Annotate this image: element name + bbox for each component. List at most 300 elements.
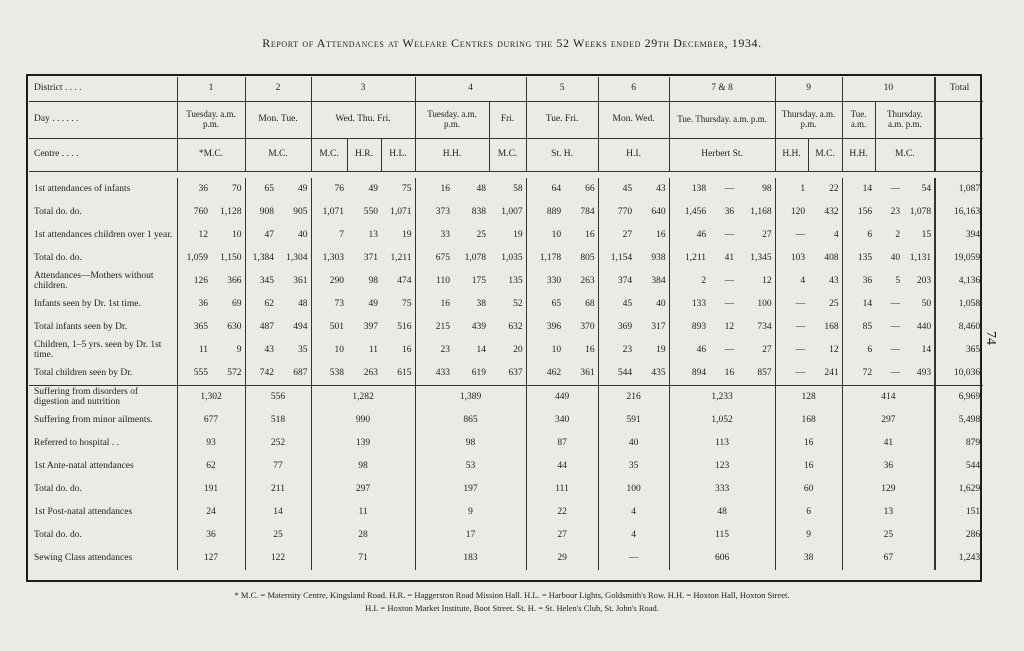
table-cell: 805: [580, 252, 595, 263]
table-cell: 11: [177, 339, 211, 362]
centre-row: [29, 139, 983, 172]
table-cell: 100: [757, 298, 772, 309]
table-cell: 6: [842, 339, 875, 362]
day-d4b: Fri.: [489, 102, 526, 139]
district-label: District . . . .: [29, 77, 177, 102]
table-cell: 16: [585, 229, 595, 240]
total-header: Total: [935, 77, 983, 102]
table-row: [29, 478, 983, 501]
table-cell: 1,168: [750, 206, 772, 217]
table-cell: 72: [842, 362, 875, 386]
table-cell: 49: [368, 183, 378, 194]
table-cell: 183: [415, 547, 526, 570]
table-cell: 252: [245, 432, 311, 455]
table-cell: 1,071: [311, 201, 347, 224]
table-row: [29, 178, 983, 201]
district-5: 5: [526, 77, 598, 102]
table-cell: —: [890, 183, 901, 194]
table-cell: 46: [669, 224, 709, 247]
table-cell: 361: [580, 367, 595, 378]
centre-c14: M.C.: [875, 139, 935, 172]
table-cell: 4: [833, 229, 839, 240]
table-row: [29, 432, 983, 455]
row-label: Referred to hospital . .: [34, 437, 119, 448]
table-cell: 16: [724, 367, 735, 378]
table-cell: —: [890, 298, 901, 309]
table-cell: 75: [402, 183, 412, 194]
table-cell: 990: [311, 409, 415, 432]
table-cell: 27: [526, 524, 598, 547]
table-cell: 12: [177, 224, 211, 247]
table-cell: 630: [227, 321, 242, 332]
table-cell: 4: [775, 270, 808, 293]
table-row: [29, 455, 983, 478]
table-row: [29, 247, 983, 270]
table-cell: 1,211: [390, 252, 412, 263]
table-cell: —: [775, 316, 808, 339]
table-cell: 14: [842, 293, 875, 316]
row-total: 10,036: [935, 362, 983, 386]
table-cell: 20: [513, 344, 523, 355]
table-cell: 25: [245, 524, 311, 547]
row-total: 8,460: [935, 316, 983, 339]
table-cell: 23: [415, 339, 453, 362]
table-cell: 100: [598, 478, 669, 501]
table-cell: 241: [824, 367, 839, 378]
table-cell: 69: [232, 298, 242, 309]
table-row: [29, 547, 983, 570]
infant-attendance-section: [29, 178, 983, 386]
day-d3: Wed. Thu. Fri.: [311, 102, 415, 139]
table-cell: 168: [775, 409, 842, 432]
row-label: Attendances—Mothers without children.: [34, 270, 154, 291]
table-cell: 67: [842, 547, 935, 570]
table-cell: 6: [775, 501, 842, 524]
row-label: Total do. do.: [34, 252, 82, 263]
table-cell: 16: [402, 344, 412, 355]
table-cell: 677: [177, 409, 245, 432]
table-cell: 369: [598, 316, 635, 339]
table-cell: 64: [526, 178, 564, 201]
table-cell: 216: [598, 386, 669, 410]
day-d10a: Tue. a.m.: [842, 102, 875, 139]
row-total: 1,058: [935, 293, 983, 316]
table-cell: 9: [415, 501, 526, 524]
table-cell: 1,345: [750, 252, 772, 263]
table-cell: 27: [762, 229, 772, 240]
table-cell: 1,303: [311, 247, 347, 270]
table-cell: —: [775, 339, 808, 362]
table-cell: 87: [526, 432, 598, 455]
table-cell: 493: [916, 367, 932, 378]
table-cell: 35: [598, 455, 669, 478]
table-cell: —: [775, 293, 808, 316]
table-cell: 111: [526, 478, 598, 501]
table-cell: 76: [311, 178, 347, 201]
day-d4a: Tuesday. a.m. p.m.: [415, 102, 489, 139]
table-cell: 784: [580, 206, 595, 217]
row-total: 5,498: [935, 409, 983, 432]
table-cell: 98: [311, 455, 415, 478]
table-cell: 47: [245, 224, 277, 247]
table-cell: 71: [311, 547, 415, 570]
centre-c5: H.L.: [381, 139, 415, 172]
table-row: [29, 270, 983, 293]
table-cell: 263: [363, 367, 378, 378]
row-total: 879: [935, 432, 983, 455]
table-cell: 22: [829, 183, 839, 194]
table-cell: 27: [598, 224, 635, 247]
district-1: 1: [177, 77, 245, 102]
table-cell: 12: [829, 344, 839, 355]
row-label: Infants seen by Dr. 1st time.: [34, 298, 141, 309]
table-cell: 168: [824, 321, 839, 332]
table-cell: 16: [415, 293, 453, 316]
table-cell: 43: [829, 275, 839, 286]
table-cell: 1,078: [464, 252, 487, 263]
table-cell: 550: [363, 206, 378, 217]
table-cell: 640: [651, 206, 666, 217]
table-cell: —: [890, 321, 901, 332]
table-cell: 40: [598, 432, 669, 455]
table-cell: —: [724, 344, 735, 355]
row-total: 151: [935, 501, 983, 524]
table-cell: 439: [471, 321, 487, 332]
district-3: 3: [311, 77, 415, 102]
table-cell: 203: [916, 275, 932, 286]
table-cell: 263: [580, 275, 595, 286]
table-cell: 68: [585, 298, 595, 309]
table-cell: —: [724, 275, 735, 286]
table-cell: 435: [651, 367, 666, 378]
table-cell: 120: [775, 201, 808, 224]
district-7-8: 7 & 8: [669, 77, 775, 102]
row-total: 19,059: [935, 247, 983, 270]
table-cell: 45: [598, 293, 635, 316]
row-total: 1,629: [935, 478, 983, 501]
table-cell: 606: [669, 547, 775, 570]
table-cell: 36: [842, 455, 935, 478]
table-cell: 110: [415, 270, 453, 293]
table-cell: 687: [293, 367, 308, 378]
table-cell: 38: [476, 298, 487, 309]
row-label: Children, 1–5 yrs. seen by Dr. 1st time.: [34, 339, 162, 360]
day-d1: Tuesday. a.m. p.m.: [177, 102, 245, 139]
table-cell: 365: [177, 316, 211, 339]
table-cell: 734: [757, 321, 772, 332]
table-cell: 133: [669, 293, 709, 316]
table-cell: 127: [177, 547, 245, 570]
day-d2: Mon. Tue.: [245, 102, 311, 139]
table-cell: 49: [368, 298, 378, 309]
table-cell: 46: [669, 339, 709, 362]
table-row: [29, 224, 983, 247]
table-cell: 487: [245, 316, 277, 339]
table-cell: 374: [598, 270, 635, 293]
centre-c9: H.I.: [598, 139, 669, 172]
table-cell: 615: [397, 367, 412, 378]
table-cell: —: [890, 344, 901, 355]
day-d6: Mon. Wed.: [598, 102, 669, 139]
table-cell: 65: [245, 178, 277, 201]
table-row: [29, 362, 983, 386]
table-cell: 48: [298, 298, 308, 309]
day-label: Day . . . . . .: [29, 102, 177, 139]
table-cell: 62: [177, 455, 245, 478]
aggregate-section: [29, 386, 983, 571]
table-cell: 33: [415, 224, 453, 247]
district-9: 9: [775, 77, 842, 102]
table-cell: 11: [368, 344, 378, 355]
table-cell: 138: [669, 178, 709, 201]
row-label: Total do. do.: [34, 529, 82, 540]
table-cell: 1,456: [669, 201, 709, 224]
table-cell: 14: [476, 344, 487, 355]
day-d7-8: Tue. Thursday. a.m. p.m.: [669, 102, 775, 139]
report-title: Report of Attendances at Welfare Centres during the 52 Weeks ended 29th December, 1934.: [262, 36, 762, 50]
row-total: 4,136: [935, 270, 983, 293]
table-cell: 16: [775, 455, 842, 478]
table-row: [29, 524, 983, 547]
table-cell: 7: [311, 224, 347, 247]
table-cell: 908: [245, 201, 277, 224]
table-cell: 45: [598, 178, 635, 201]
table-cell: 742: [245, 362, 277, 386]
district-4: 4: [415, 77, 526, 102]
table-cell: 44: [526, 455, 598, 478]
table-cell: 53: [415, 455, 526, 478]
table-cell: 43: [656, 183, 666, 194]
table-cell: 2: [669, 270, 709, 293]
table-cell: 1,211: [669, 247, 709, 270]
table-cell: 85: [842, 316, 875, 339]
row-label: 1st Post-natal attendances: [34, 506, 133, 517]
table-cell: 333: [669, 478, 775, 501]
table-cell: 938: [651, 252, 666, 263]
table-cell: 1,178: [526, 247, 564, 270]
table-cell: 474: [397, 275, 412, 286]
table-cell: 28: [311, 524, 415, 547]
table-cell: 19: [402, 229, 412, 240]
table-cell: 40: [890, 252, 901, 263]
table-cell: 48: [669, 501, 775, 524]
table-cell: 544: [598, 362, 635, 386]
table-cell: 2: [895, 229, 901, 240]
table-cell: 19: [656, 344, 666, 355]
day-d5: Tue. Fri.: [526, 102, 598, 139]
table-cell: 129: [842, 478, 935, 501]
table-cell: 297: [842, 409, 935, 432]
table-cell: 6: [842, 224, 875, 247]
table-cell: —: [724, 298, 735, 309]
row-label: 1st Ante-natal attendances: [34, 460, 134, 471]
table-cell: 449: [526, 386, 598, 410]
table-cell: 52: [513, 298, 523, 309]
table-cell: 22: [526, 501, 598, 524]
table-cell: 98: [762, 183, 772, 194]
row-total: 1,087: [935, 178, 983, 201]
centre-c12: M.C.: [808, 139, 842, 172]
centre-c10: Herbert St.: [669, 139, 775, 172]
table-cell: 317: [651, 321, 666, 332]
day-d10b: Thursday. a.m. p.m.: [875, 102, 935, 139]
day-row: [29, 102, 983, 139]
table-cell: 371: [363, 252, 378, 263]
row-label: Total children seen by Dr.: [34, 367, 133, 378]
table-cell: 345: [245, 270, 277, 293]
row-label: 1st attendances of infants: [34, 183, 131, 194]
table-cell: 462: [526, 362, 564, 386]
table-cell: 60: [775, 478, 842, 501]
table-cell: 632: [508, 321, 523, 332]
table-cell: 1: [775, 178, 808, 201]
table-cell: 19: [513, 229, 523, 240]
table-cell: 330: [526, 270, 564, 293]
table-cell: 14: [842, 178, 875, 201]
table-cell: 98: [415, 432, 526, 455]
table-cell: 25: [829, 298, 839, 309]
table-cell: 1,150: [220, 252, 242, 263]
table-cell: 41: [724, 252, 735, 263]
table-cell: 25: [842, 524, 935, 547]
row-label: Suffering from disorders of digestion and nutrition: [29, 386, 177, 410]
table-cell: 23: [598, 339, 635, 362]
table-cell: 572: [227, 367, 242, 378]
centre-total-blank: [935, 139, 983, 172]
table-cell: 905: [293, 206, 308, 217]
table-cell: 290: [311, 270, 347, 293]
table-row: [29, 293, 983, 316]
day-total-blank: [935, 102, 983, 139]
table-row: [29, 501, 983, 524]
table-cell: 11: [311, 501, 415, 524]
district-10: 10: [842, 77, 935, 102]
table-cell: 13: [842, 501, 935, 524]
district-2: 2: [245, 77, 311, 102]
table-cell: 760: [177, 201, 211, 224]
table-row: [29, 201, 983, 224]
table-cell: 370: [580, 321, 595, 332]
table-cell: 36: [177, 178, 211, 201]
table-cell: 1,128: [220, 206, 242, 217]
footnote: [0, 589, 1024, 615]
table-cell: 98: [368, 275, 378, 286]
table-cell: 191: [177, 478, 245, 501]
table-cell: 36: [177, 524, 245, 547]
table-cell: 1,304: [286, 252, 308, 263]
table-cell: 893: [669, 316, 709, 339]
table-cell: 366: [227, 275, 242, 286]
centre-c13: H.H.: [842, 139, 875, 172]
table-row: [29, 339, 983, 362]
table-cell: 156: [842, 201, 875, 224]
table-cell: 38: [775, 547, 842, 570]
table-cell: 440: [916, 321, 932, 332]
table-cell: 1,302: [177, 386, 245, 410]
row-label: 1st attendances children over 1 year.: [34, 229, 173, 240]
table-cell: 17: [415, 524, 526, 547]
table-row: [29, 409, 983, 432]
table-cell: 12: [762, 275, 772, 286]
table-cell: 1,052: [669, 409, 775, 432]
district-6: 6: [598, 77, 669, 102]
table-cell: 62: [245, 293, 277, 316]
table-cell: 66: [585, 183, 595, 194]
table-cell: 123: [669, 455, 775, 478]
table-cell: 70: [232, 183, 242, 194]
table-cell: 1,071: [390, 206, 412, 217]
centre-c6: H.H.: [415, 139, 489, 172]
row-total: 365: [935, 339, 983, 362]
table-cell: 77: [245, 455, 311, 478]
table-cell: 36: [842, 270, 875, 293]
table-cell: —: [775, 224, 808, 247]
table-cell: 40: [298, 229, 308, 240]
table-cell: 408: [824, 252, 839, 263]
row-total: 286: [935, 524, 983, 547]
table-cell: 516: [397, 321, 412, 332]
table-cell: 16: [775, 432, 842, 455]
table-cell: 857: [757, 367, 772, 378]
table-cell: 135: [842, 247, 875, 270]
table-cell: 9: [775, 524, 842, 547]
table-cell: 770: [598, 201, 635, 224]
table-cell: 501: [311, 316, 347, 339]
centre-c4: H.R.: [347, 139, 381, 172]
row-total: 1,243: [935, 547, 983, 570]
table-cell: 10: [526, 224, 564, 247]
table-cell: 16: [585, 344, 595, 355]
table-cell: 43: [245, 339, 277, 362]
footnote-line-2: H.I. = Hoxton Market Institute, Boot Street. St. H. = St. Helen's Club, St. John's Road.: [365, 603, 659, 613]
table-cell: 889: [526, 201, 564, 224]
table-cell: 894: [669, 362, 709, 386]
page-number: 74: [983, 331, 998, 345]
table-cell: 1,131: [909, 252, 932, 263]
table-cell: 175: [471, 275, 487, 286]
table-cell: 29: [526, 547, 598, 570]
table-cell: —: [890, 367, 901, 378]
table-cell: 16: [415, 178, 453, 201]
table-cell: 27: [762, 344, 772, 355]
table-cell: 518: [245, 409, 311, 432]
table-cell: 15: [921, 229, 932, 240]
table-cell: —: [724, 229, 735, 240]
table-cell: 1,154: [598, 247, 635, 270]
centre-c7: M.C.: [489, 139, 526, 172]
table-cell: 591: [598, 409, 669, 432]
table-cell: 538: [311, 362, 347, 386]
table-cell: 433: [415, 362, 453, 386]
table-cell: 126: [177, 270, 211, 293]
row-label: Total do. do.: [34, 483, 82, 494]
table-cell: 1,384: [245, 247, 277, 270]
row-total: 6,969: [935, 386, 983, 410]
table-cell: 1,035: [501, 252, 523, 263]
table-cell: 4: [598, 524, 669, 547]
table-cell: 1,233: [669, 386, 775, 410]
table-cell: 58: [513, 183, 523, 194]
table-cell: 838: [471, 206, 487, 217]
table-cell: 75: [402, 298, 412, 309]
table-cell: 36: [724, 206, 735, 217]
row-total: 544: [935, 455, 983, 478]
table-header: [29, 77, 983, 178]
table-cell: 10: [526, 339, 564, 362]
table-cell: 373: [415, 201, 453, 224]
table-cell: 1,007: [501, 206, 523, 217]
table-cell: 10: [232, 229, 242, 240]
